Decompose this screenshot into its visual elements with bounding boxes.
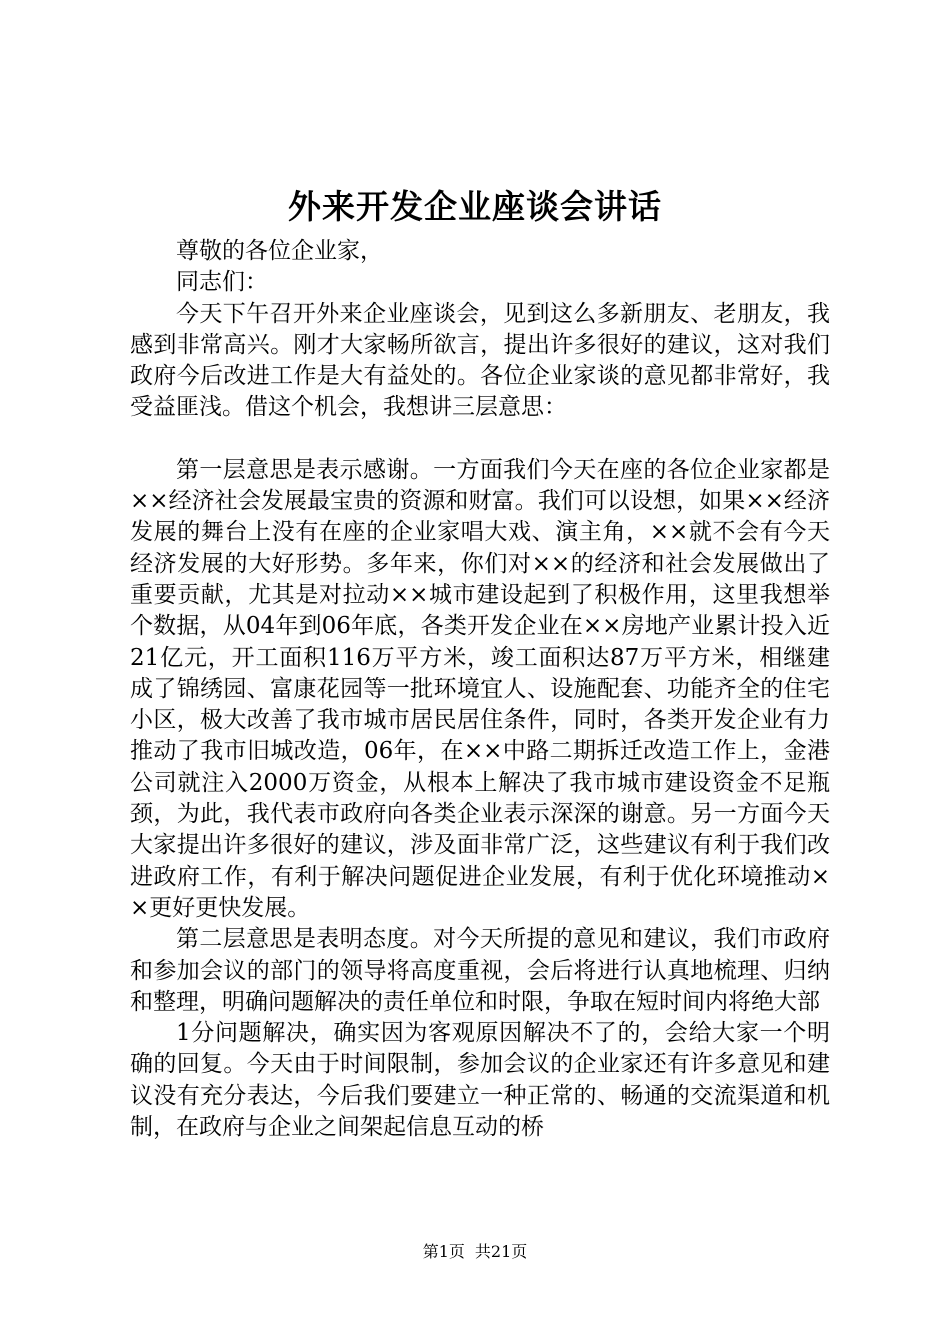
body-paragraph: 1分问题解决，确实因为客观原因解决不了的，会给大家一个明确的回复。今天由于时间限制，参加会议的企业家还有许多意见和建议没有充分表达，今后我们要建立一种正常的、畅通的交流渠道和机制，在政府与企业之间架起信息互动的桥 (130, 1020, 830, 1141)
body-paragraph: 第一层意思是表示感谢。一方面我们今天在座的各位企业家都是××经济社会发展最宝贵的资源和财富。我们可以设想，如果××经济发展的舞台上没有在座的企业家唱大戏、演主角，××就不会有今天经济发展的大好形势。多年来，你们对××的经济和社会发展做出了重要贡献，尤其是对拉动××城市建设起到了积极作用，这里我想举个数据，从04年到06年底，各类开发企业在××房地产业累计投入近21亿元，开工面积116万平方米，竣工面积达87万平方米，相继建成了锦绣园、富康花园等一批环境宜人、设施配套、功能齐全的住宅小区，极大改善了我市城市居民居住条件，同时，各类开发企业有力推动了我市旧城改造，06年，在××中路二期拆迁改造工作上，金港公司就注入2000万资金，从根本上解决了我市城市建设资金不足瓶颈，为此，我代表市政府向各类企业表示深深的谢意。另一方面今天大家提出许多很好的建议，涉及面非常广泛，这些建议有利于我们改进政府工作，有利于解决问题促进企业发展，有利于优化环境推动××更好更快发展。 (130, 456, 830, 921)
page-total: 共21页 (474, 1242, 528, 1261)
salutation-line: 尊敬的各位企业家， (176, 238, 383, 264)
page-footer (0, 1240, 950, 1264)
page-number: 第1页 (422, 1242, 465, 1261)
document-title: 外来开发企业座谈会讲话 (288, 187, 662, 226)
document-body (130, 236, 830, 1143)
salutation-line: 同志们： (176, 269, 268, 296)
body-paragraph: 第二层意思是表明态度。对今天所提的意见和建议，我们市政府和参加会议的部门的领导将高度重视，会后将进行认真地梳理、归纳和整理，明确问题解决的责任单位和时限，争取在短时间内将绝大部 (130, 926, 830, 1015)
body-paragraph: 今天下午召开外来企业座谈会，见到这么多新朋友、老朋友，我感到非常高兴。刚才大家畅所欲言，提出许多很好的建议，这对我们政府今后改进工作是大有益处的。各位企业家谈的意见都非常好，我受益匪浅。借这个机会，我想讲三层意思： (130, 300, 830, 421)
